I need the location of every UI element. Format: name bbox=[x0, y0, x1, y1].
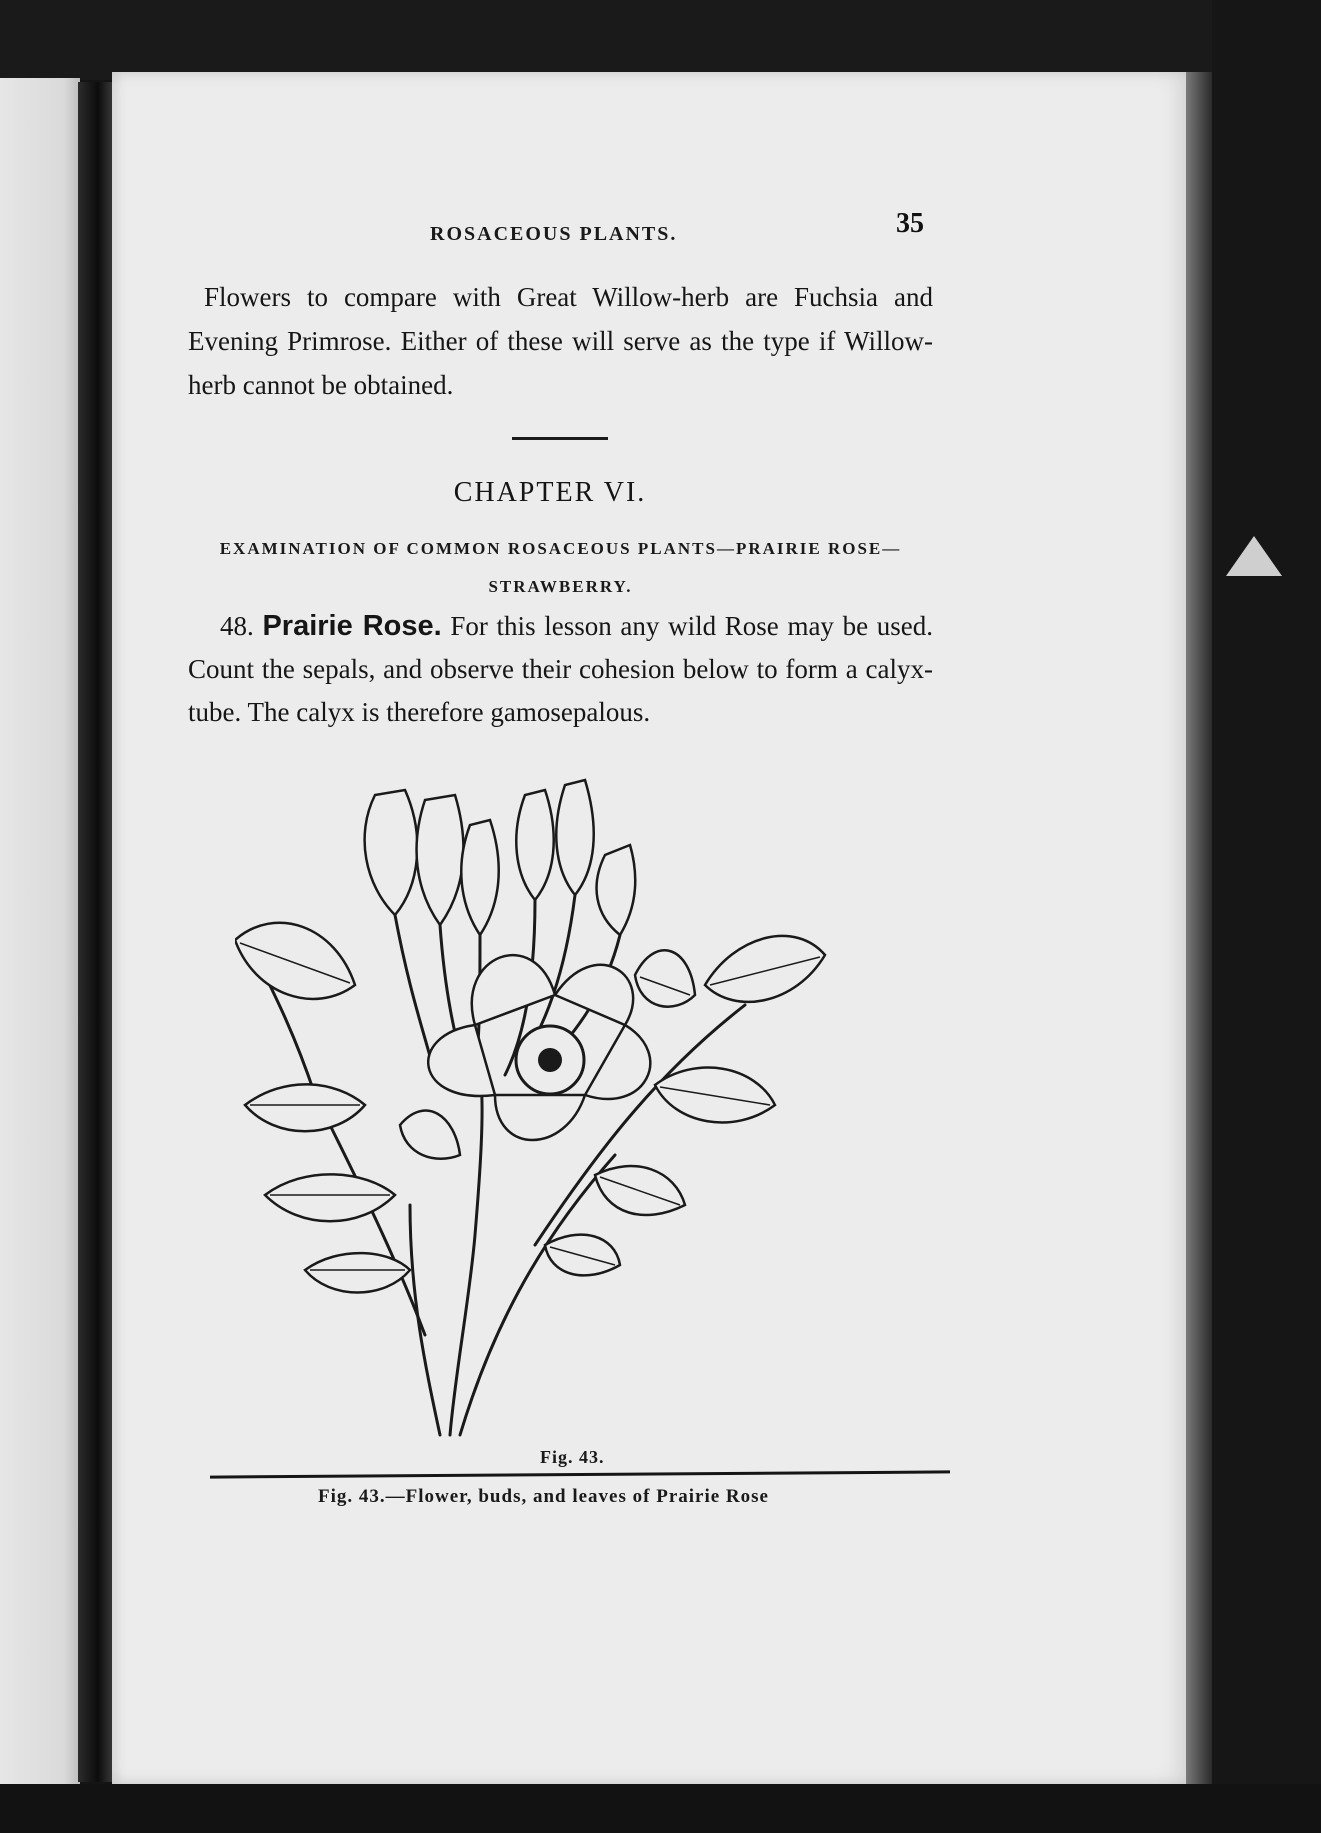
paragraph-willow-herb: Flowers to compare with Great Willow-herb are Fuchsia and Evening Primrose. Either of these will serve as the type if Willow-herb cannot be obtained. bbox=[188, 282, 933, 400]
leaf bbox=[235, 923, 355, 999]
rose-bud bbox=[516, 790, 553, 900]
flower-center bbox=[538, 1048, 562, 1072]
paragraph-prairie-rose bbox=[188, 605, 933, 734]
leaf bbox=[305, 1253, 410, 1292]
leaf bbox=[400, 1111, 460, 1159]
rose-bud bbox=[461, 820, 498, 935]
page-number: 35 bbox=[896, 208, 924, 239]
left-stem bbox=[410, 1205, 440, 1435]
section-text: For this lesson any wild Rose may be used. Count the sepals, and observe their cohesion below to form a calyx-tube. The calyx is therefore gamosepalous. bbox=[188, 611, 934, 727]
leaf bbox=[265, 1174, 395, 1221]
prairie-rose-illustration bbox=[235, 775, 915, 1445]
right-stem bbox=[460, 1155, 615, 1435]
rose-bud bbox=[597, 845, 636, 935]
figure-caption: Fig. 43.—Flower, buds, and leaves of Prairie Rose bbox=[318, 1486, 769, 1507]
book-gutter bbox=[78, 82, 114, 1782]
scan-background-top bbox=[0, 0, 1321, 80]
rose-bud bbox=[365, 790, 418, 915]
leaf bbox=[705, 936, 825, 1002]
section-heading: Prairie Rose. bbox=[262, 610, 442, 642]
leaf bbox=[545, 1235, 620, 1276]
rose-bud bbox=[417, 795, 464, 925]
chapter-title: CHAPTER VI. bbox=[453, 477, 647, 508]
scan-background-right bbox=[1212, 0, 1321, 1833]
leaf bbox=[245, 1084, 365, 1131]
scan-background-bottom bbox=[0, 1784, 1321, 1833]
scanner-clip bbox=[1226, 536, 1282, 576]
figure-label: Fig. 43. bbox=[540, 1447, 605, 1467]
rose-bud bbox=[556, 780, 593, 895]
facing-page-edge bbox=[0, 78, 80, 1784]
section-number: 48. bbox=[220, 611, 254, 641]
section-divider bbox=[512, 437, 608, 440]
leaf bbox=[655, 1068, 775, 1123]
chapter-subtitle: EXAMINATION OF COMMON ROSACEOUS PLANTS—PRAIRIE ROSE—STRAWBERRY. bbox=[219, 539, 902, 596]
page-edge-shadow bbox=[1186, 72, 1212, 1784]
running-head: ROSACEOUS PLANTS. bbox=[430, 223, 678, 245]
